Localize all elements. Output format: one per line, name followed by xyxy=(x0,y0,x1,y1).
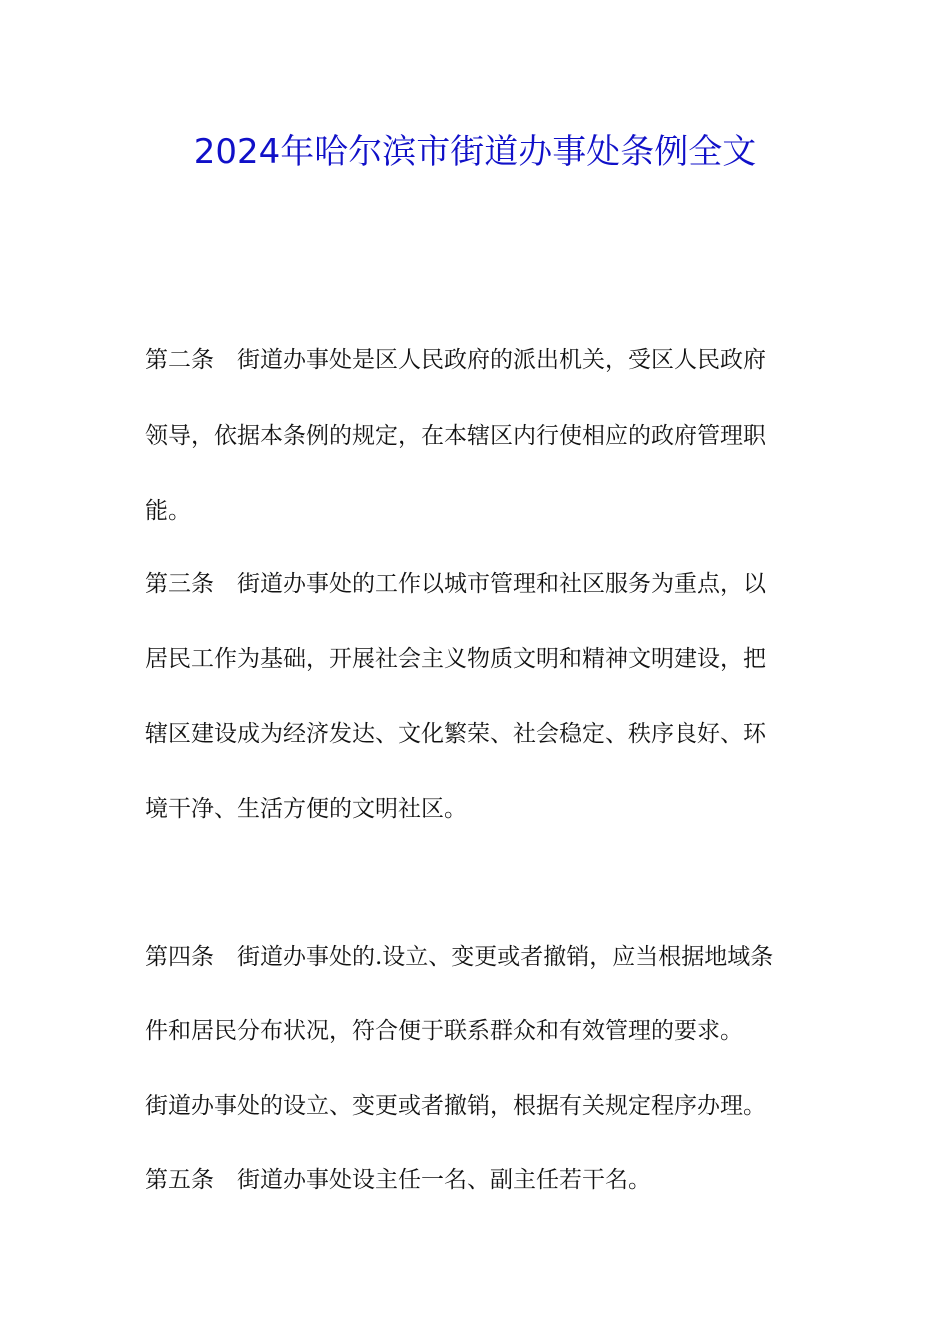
text-line: 第五条 街道办事处设主任一名、副主任若干名。 xyxy=(145,1167,651,1193)
text-line: 居民工作为基础，开展社会主义物质文明和精神文明建设，把 xyxy=(145,646,766,672)
text-line: 街道办事处的设立、变更或者撤销，根据有关规定程序办理。 xyxy=(145,1093,766,1119)
text-line: 第三条 街道办事处的工作以城市管理和社区服务为重点，以 xyxy=(145,571,766,597)
text-line: 辖区建设成为经济发达、文化繁荣、社会稳定、秩序良好、环 xyxy=(145,721,766,747)
text-line: 第四条 街道办事处的.设立、变更或者撤销，应当根据地域条 xyxy=(145,944,774,970)
document-title: 2024年哈尔滨市街道办事处条例全文 xyxy=(193,132,757,172)
text-line: 件和居民分布状况，符合便于联系群众和有效管理的要求。 xyxy=(145,1018,743,1044)
text-line: 领导，依据本条例的规定，在本辖区内行使相应的政府管理职 xyxy=(145,423,766,449)
text-line: 境干净、生活方便的文明社区。 xyxy=(145,796,467,822)
text-line: 第二条 街道办事处是区人民政府的派出机关，受区人民政府 xyxy=(145,347,766,373)
text-line: 能。 xyxy=(145,498,191,524)
